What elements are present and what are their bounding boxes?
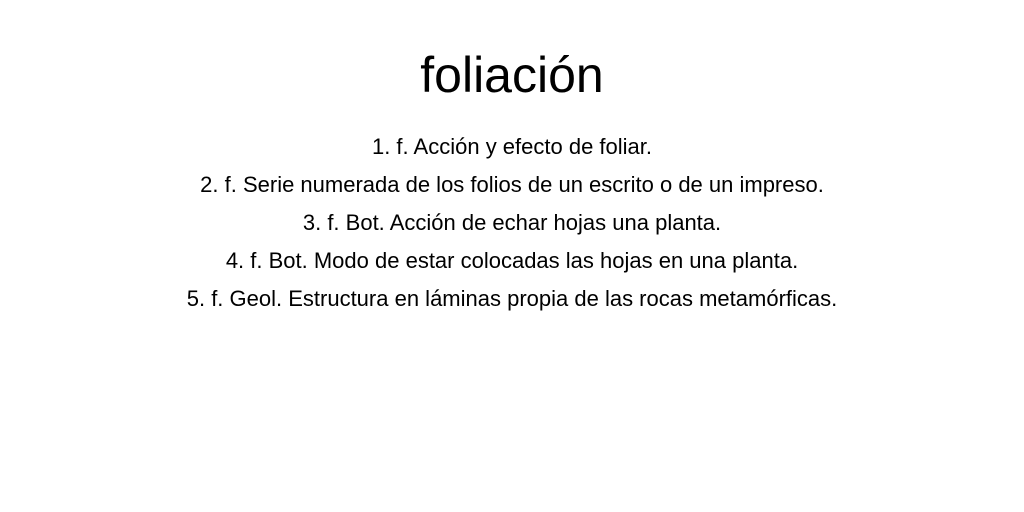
definition-4: 4. f. Bot. Modo de estar colocadas las hojas en una planta. (225, 248, 799, 273)
definition-3: 3. f. Bot. Acción de echar hojas una planta. (302, 210, 722, 235)
definition-1: 1. f. Acción y efecto de foliar. (371, 134, 653, 159)
definition-2: 2. f. Serie numerada de los folios de un escrito o de un impreso. (200, 172, 824, 197)
entry-headword: foliación (420, 47, 604, 103)
definition-list (0, 128, 1024, 318)
definition-5: 5. f. Geol. Estructura en láminas propia de las rocas metamórficas. (186, 286, 838, 311)
